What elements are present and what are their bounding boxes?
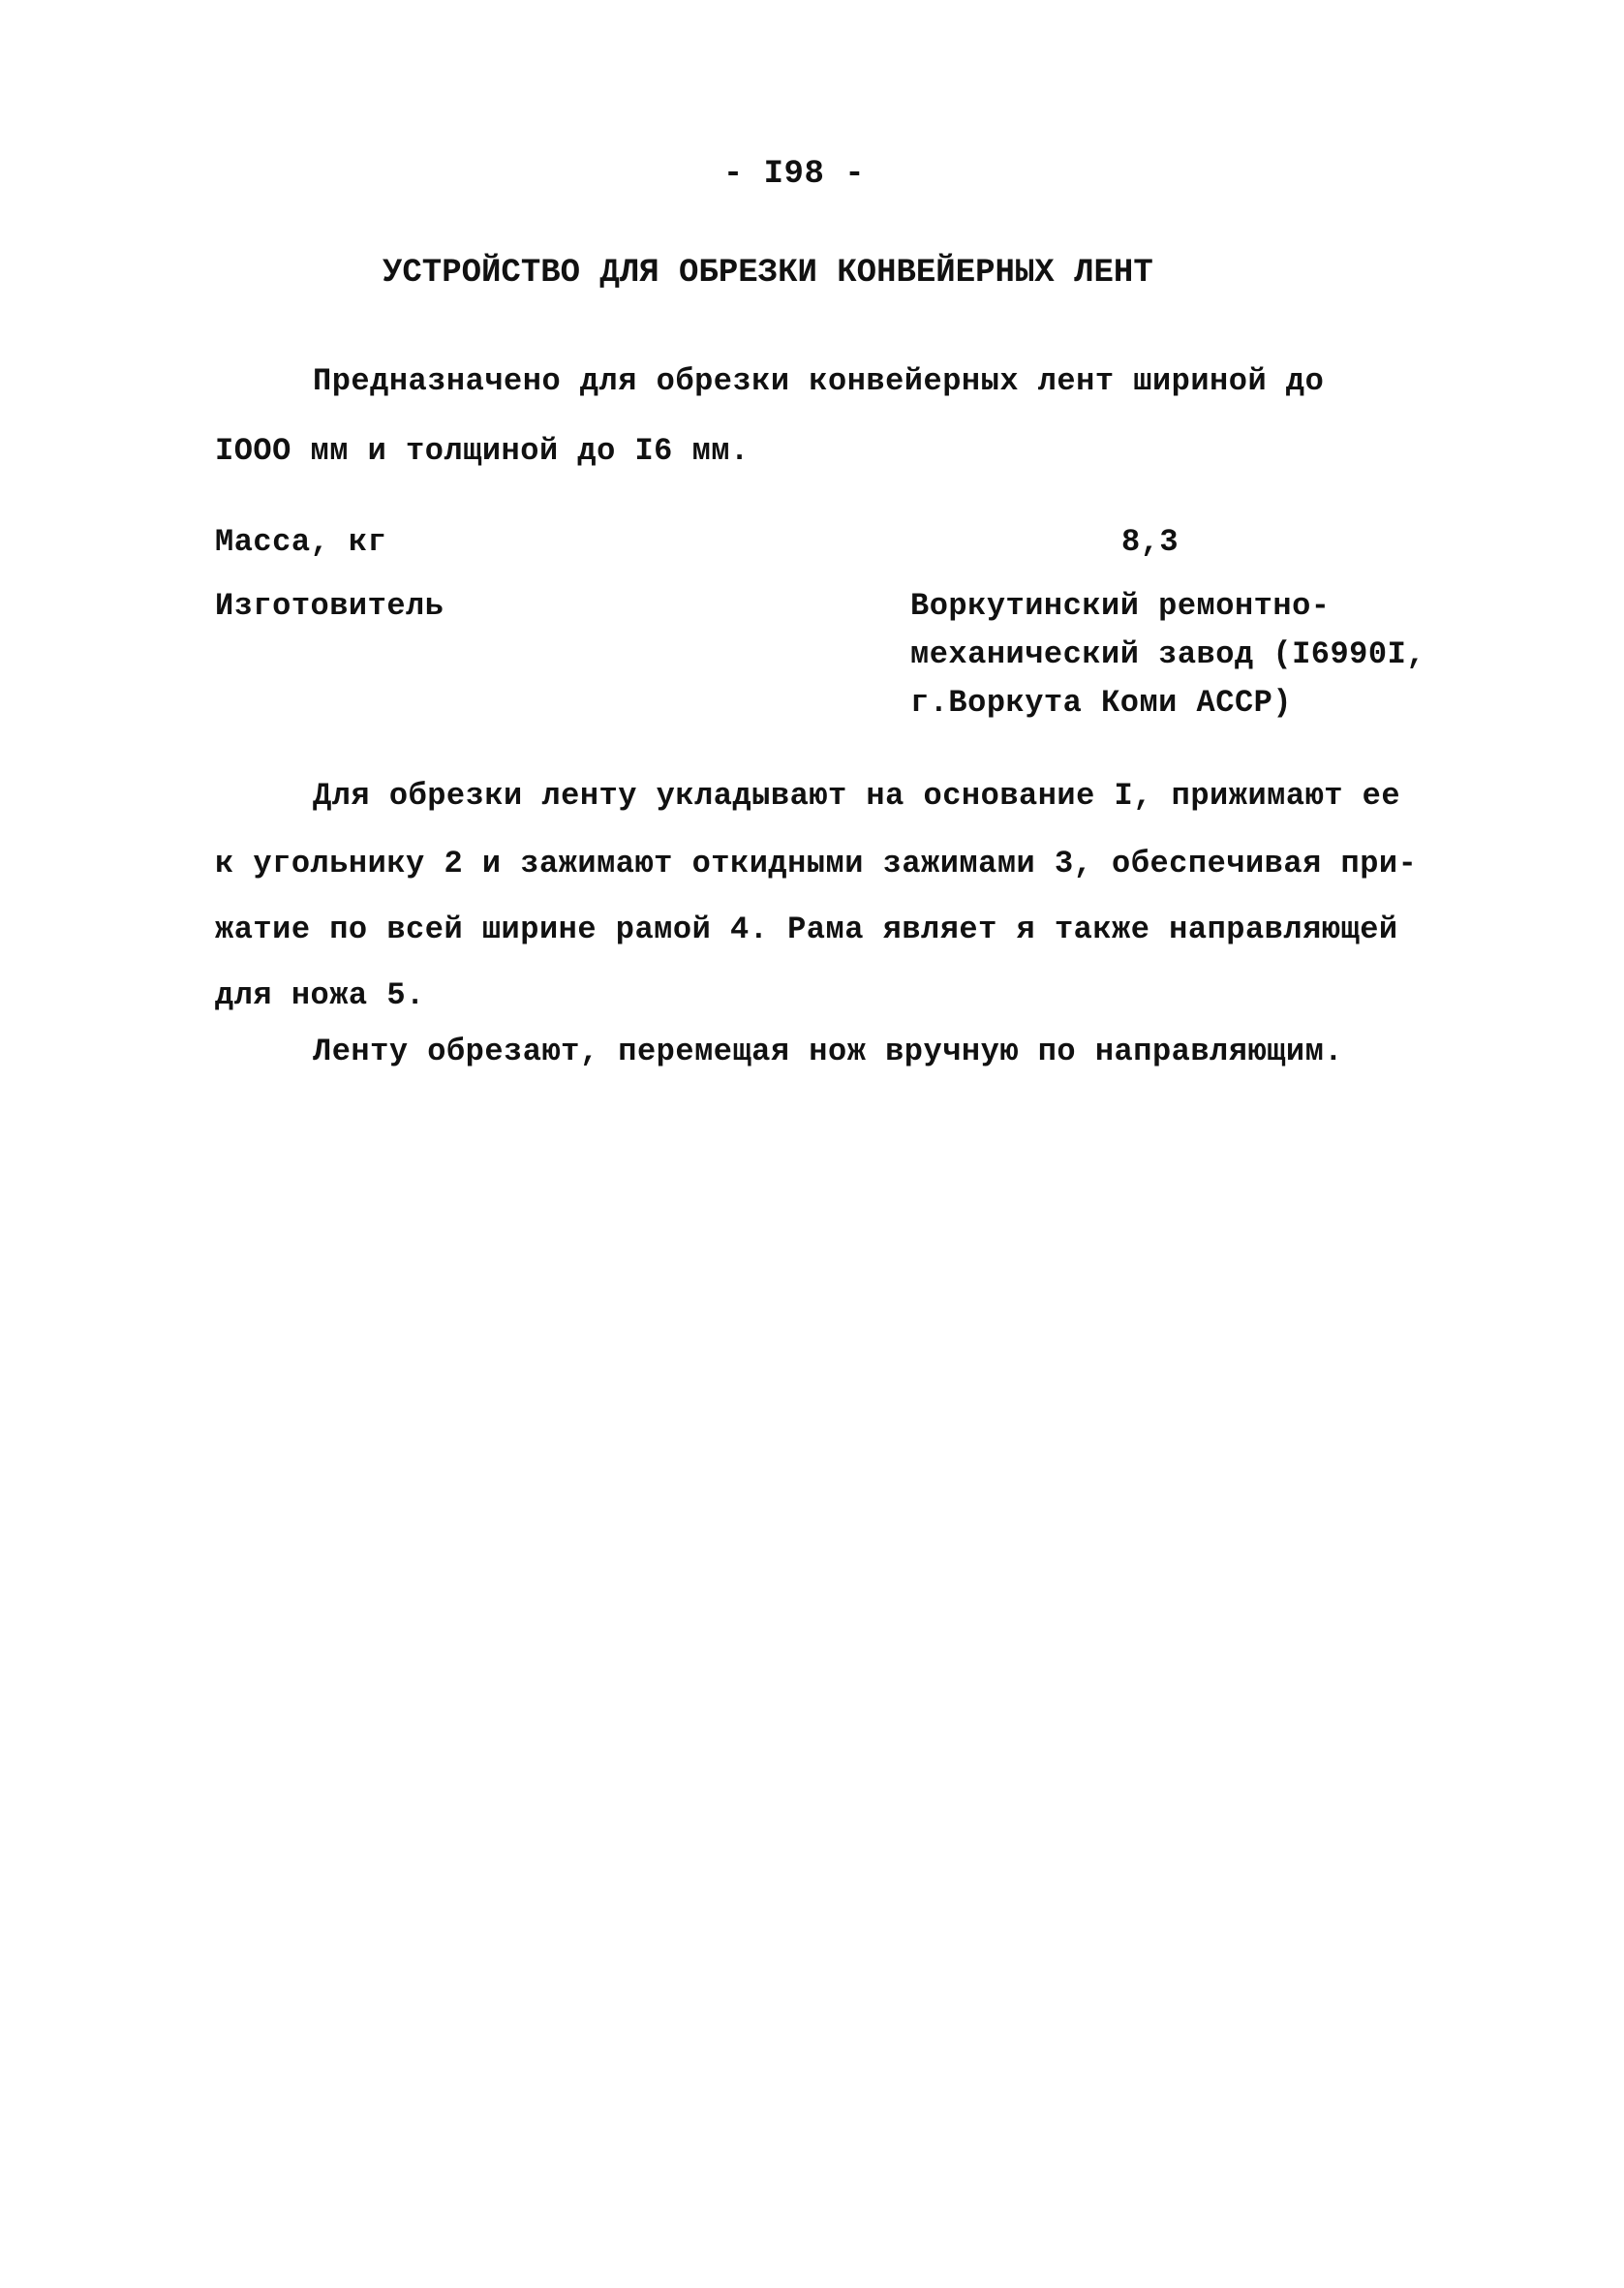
intro-line-1: Предназначено для обрезки конвейерных лент шириной до <box>313 363 1325 399</box>
description-line-1: Для обрезки ленту укладывают на основание I, прижимают ее <box>313 778 1401 814</box>
mass-value: 8,3 <box>1121 524 1180 560</box>
mass-label: Масса, кг <box>215 524 387 560</box>
manufacturer-value-line-2: механический завод (I6990I, <box>910 636 1425 672</box>
description-line-2: к угольнику 2 и зажимают откидными зажимами 3, обеспечивая при- <box>215 846 1418 881</box>
manufacturer-value-line-3: г.Воркута Коми АССР) <box>910 685 1293 721</box>
manufacturer-label: Изготовитель <box>215 588 444 624</box>
closing-paragraph: Ленту обрезают, перемещая нож вручную по направляющим. <box>313 1034 1343 1069</box>
document-title: УСТРОЙСТВО ДЛЯ ОБРЕЗКИ КОНВЕЙЕРНЫХ ЛЕНТ <box>383 255 1153 292</box>
manufacturer-value-line-1: Воркутинский ремонтно- <box>910 588 1331 624</box>
description-line-4: для ножа 5. <box>215 977 425 1013</box>
page-number: - I98 - <box>722 156 866 193</box>
intro-line-2: IOOO мм и толщиной до I6 мм. <box>215 433 750 469</box>
description-line-3: жатие по всей ширине рамой 4. Рама являет я также направляющей <box>215 912 1398 947</box>
